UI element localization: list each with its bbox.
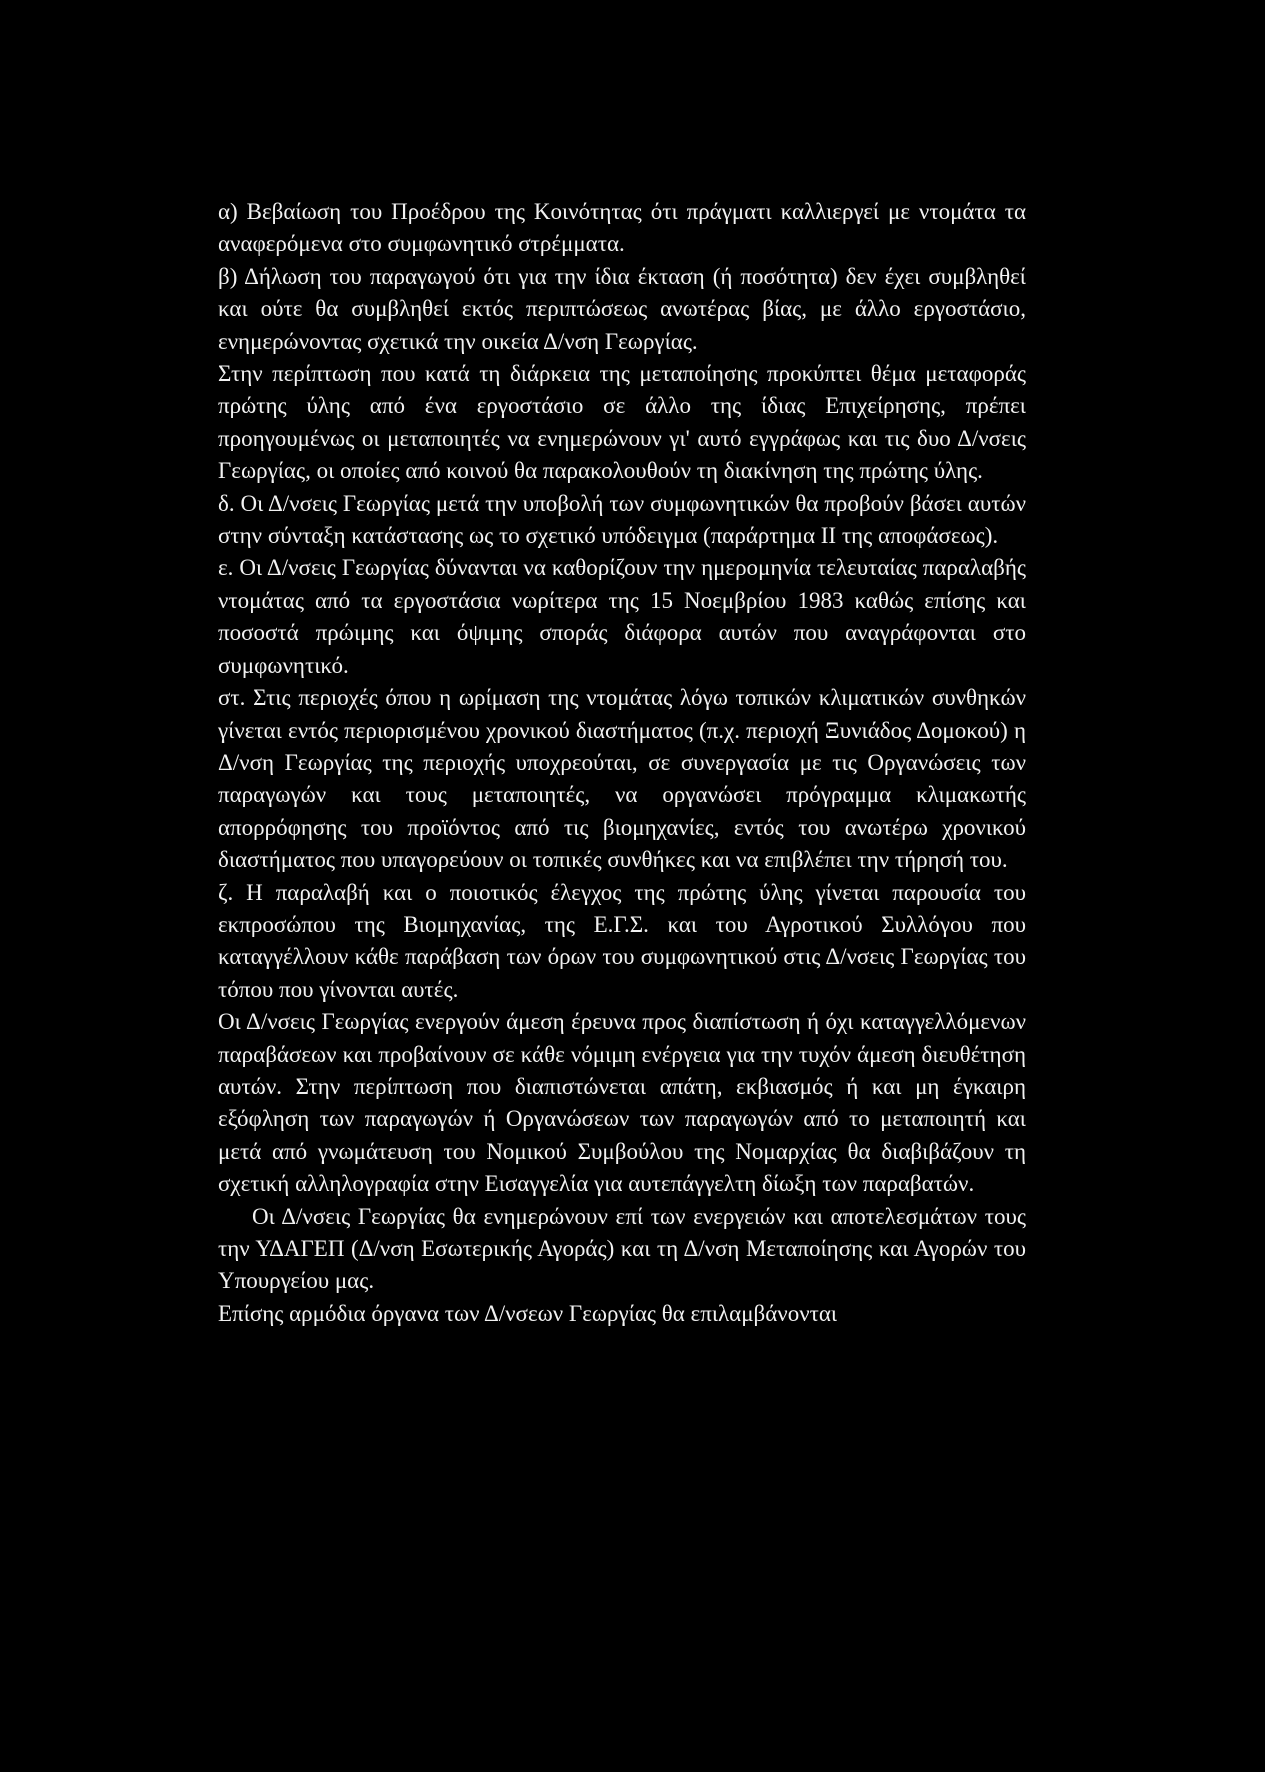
paragraph-epsilon: ε. Οι Δ/νσεις Γεωργίας δύνανται να καθορίζουν την ημερομηνία τελευταίας παραλαβής ντομάτας από τα εργοστάσια νωρίτερα της 15 Νοεμβρίου 1983 καθώς επίσης και ποσοστά πρώιμης και όψιμης σποράς διάφορα αυτών που αναγράφονται στο συμφωνητικό.: [218, 555, 1026, 678]
paragraph-alpha: α) Βεβαίωση του Προέδρου της Κοινότητας ότι πράγματι καλλιεργεί με ντομάτα τα αναφερόμενα στο συμφωνητικό στρέμματα.: [218, 199, 1026, 257]
paragraph-delta: δ. Οι Δ/νσεις Γεωργίας μετά την υποβολή των συμφωνητικών θα προβούν βάσει αυτών στην σύνταξη κατάστασης ως το σχετικό υπόδειγμα (παράρτημα ΙΙ της αποφάσεως).: [218, 490, 1026, 549]
paragraph-transfer: Στην περίπτωση που κατά τη διάρκεια της μεταποίησης προκύπτει θέμα μεταφοράς πρώτης ύλης από ένα εργοστάσιο σε άλλο της ίδιας Επιχείρησης, πρέπει προηγουμένως οι μεταποιητές να ενημερώνουν γι' αυτό εγγράφως και τις δυο Δ/νσεις Γεωργίας, οι οποίες από κοινού θα παρακολουθούν τη διακίνηση της πρώτης ύλης.: [218, 361, 1026, 484]
paragraph-zeta: ζ. Η παραλαβή και ο ποιοτικός έλεγχος της πρώτης ύλης γίνεται παρουσία του εκπροσώπου της Βιομηχανίας, της Ε.Γ.Σ. και του Αγροτικού Συλλόγου που καταγγέλλουν κάθε παράβαση των όρων του συμφωνητικού στις Δ/νσεις Γεωργίας του τόπου που γίνονται αυτές.: [218, 879, 1026, 1002]
paragraph-final: Επίσης αρμόδια όργανα των Δ/νσεων Γεωργίας θα επιλαμβάνονται: [218, 1300, 838, 1326]
document-body: [218, 196, 1026, 1330]
paragraph-reporting: Οι Δ/νσεις Γεωργίας θα ενημερώνουν επί των ενεργειών και αποτελεσμάτων τους την ΥΔΑΓΕΠ (Δ/νση Εσωτερικής Αγοράς) και τη Δ/νση Μεταποίησης και Αγορών του Υπουργείου μας.: [218, 1203, 1026, 1294]
paragraph-st: στ. Στις περιοχές όπου η ωρίμαση της ντομάτας λόγω τοπικών κλιματικών συνθηκών γίνεται εντός περιορισμένου χρονικού διαστήματος (π.χ. περιοχή Ξυνιάδος Δομοκού) η Δ/νση Γεωργίας της περιοχής υποχρεούται, σε συνεργασία με τις Οργανώσεις των παραγωγών και τους μεταποιητές, να οργανώσει πρόγραμμα κλιμακωτής απορρόφησης του προϊόντος από τις βιομηχανίες, εντός του ανωτέρω χρονικού διαστήματος που υπαγορεύουν οι τοπικές συνθήκες και να επιβλέπει την τήρησή του.: [218, 685, 1026, 873]
paragraph-beta: β) Δήλωση του παραγωγού ότι για την ίδια έκταση (ή ποσότητα) δεν έχει συμβληθεί και ούτε θα συμβληθεί εκτός περιπτώσεως ανωτέρας βίας, με άλλο εργοστάσιο, ενημερώνοντας σχετικά την οικεία Δ/νση Γεωργίας.: [218, 263, 1026, 354]
paragraph-investigation: Οι Δ/νσεις Γεωργίας ενεργούν άμεση έρευνα προς διαπίστωση ή όχι καταγγελλόμενων παραβάσεων και προβαίνουν σε κάθε νόμιμη ενέργεια για την τυχόν άμεση διευθέτηση αυτών. Στην περίπτωση που διαπιστώνεται απάτη, εκβιασμός ή και μη έγκαιρη εξόφληση των παραγωγών ή Οργανώσεων των παραγωγών από το μεταποιητή και μετά από γνωμάτευση του Νομικού Συμβούλου της Νομαρχίας θα διαβιβάζουν τη σχετική αλληλογραφία στην Εισαγγελία για αυτεπάγγελτη δίωξη των παραβατών.: [218, 1009, 1026, 1197]
